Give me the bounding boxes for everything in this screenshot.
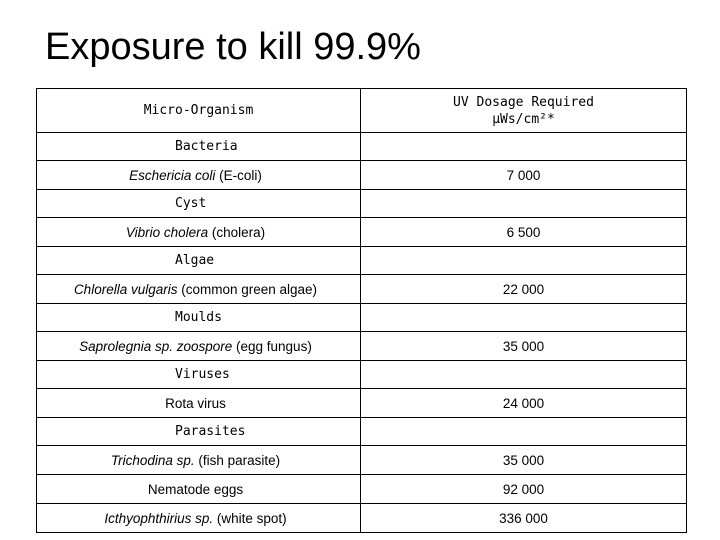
category-label: Cyst [175,196,207,211]
dosage-cell [361,161,687,190]
category-label-cell [37,361,361,389]
organism-cell [37,475,361,504]
header-organism-label: Micro-Organism [143,103,254,118]
organism-scientific-name: Vibrio cholera [125,224,209,240]
category-empty-cell [361,361,687,389]
category-empty-cell [361,418,687,446]
organism-common-name: (cholera) [208,224,266,240]
organism-scientific-name: Trichodina sp. [110,452,195,468]
organism-cell [37,161,361,190]
table-row [37,218,687,247]
organism-cell [37,332,361,361]
dosage-cell [361,446,687,475]
organism-scientific-name: Saprolegnia sp. zoospore [79,338,233,354]
dosage-cell [361,275,687,304]
category-row [37,418,687,446]
organism-scientific-name: Eschericia coli [129,167,216,183]
category-row [37,190,687,218]
category-empty-cell [361,190,687,218]
slide-title: Exposure to kill 99.9% [45,26,421,68]
category-label-cell [37,133,361,161]
table-row [37,275,687,304]
organism-common-name: (E-coli) [215,167,262,183]
category-row [37,361,687,389]
organism-common-name: (fish parasite) [194,452,281,468]
category-label-cell [37,418,361,446]
dosage-value: 24 000 [502,395,545,411]
category-label: Viruses [175,367,230,382]
organism-common-name: (white spot) [213,510,287,526]
dosage-value: 92 000 [502,481,545,497]
category-label: Bacteria [175,139,238,154]
dosage-cell [361,504,687,533]
category-label-cell [37,247,361,275]
organism-cell [37,218,361,247]
dosage-value: 35 000 [502,338,545,354]
category-empty-cell [361,247,687,275]
header-organism [37,89,361,133]
table-row [37,389,687,418]
category-row [37,133,687,161]
table-header-row [37,89,687,133]
organism-common-name: (egg fungus) [232,338,312,354]
dosage-value: 6 500 [506,224,541,240]
header-dosage-line2: μWs/cm²* [492,112,555,127]
dosage-value: 7 000 [506,167,541,183]
organism-common-name: Nematode eggs [147,481,244,497]
organism-common-name: Rota virus [165,395,226,411]
header-dosage-line1: UV Dosage Required [453,95,594,110]
table-row [37,161,687,190]
category-row [37,247,687,275]
table-row [37,475,687,504]
dosage-value: 336 000 [499,510,548,526]
dosage-value: 22 000 [502,281,545,297]
header-dosage [361,89,687,133]
uv-dosage-table [36,88,687,533]
organism-cell [37,504,361,533]
category-row [37,304,687,332]
dosage-cell [361,389,687,418]
organism-cell [37,389,361,418]
dosage-cell [361,332,687,361]
table-row [37,332,687,361]
table-row [37,446,687,475]
organism-cell [37,446,361,475]
category-label: Parasites [175,424,246,439]
organism-scientific-name: Chlorella vulgaris [73,281,178,297]
category-empty-cell [361,304,687,332]
organism-cell [37,275,361,304]
organism-scientific-name: Icthyophthirius sp. [104,510,214,526]
category-label-cell [37,190,361,218]
organism-common-name: (common green algae) [177,281,318,297]
category-label: Algae [175,253,215,268]
category-label-cell [37,304,361,332]
table-row [37,504,687,533]
category-label: Moulds [175,310,222,325]
dosage-value: 35 000 [502,452,545,468]
category-empty-cell [361,133,687,161]
dosage-cell [361,475,687,504]
dosage-cell [361,218,687,247]
